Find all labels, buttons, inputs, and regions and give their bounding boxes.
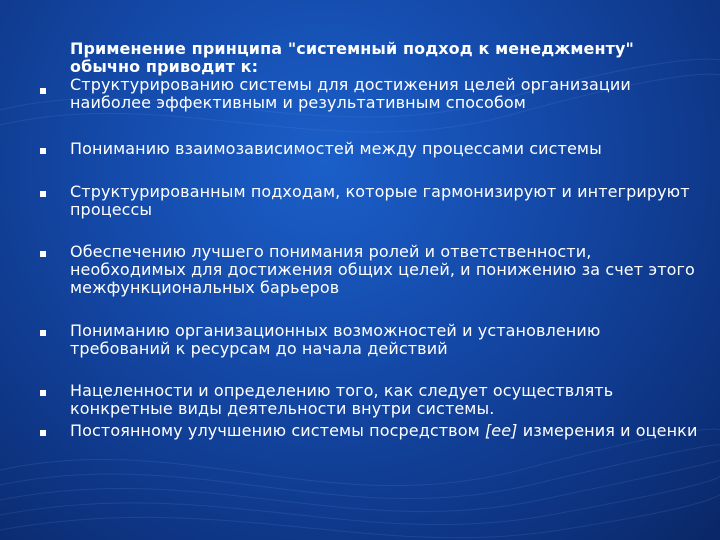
list-item-text: Обеспечению лучшего понимания ролей и ответственности, необходимых для достижения общих целей, и понижению за счет этого межфункциональных барьеров — [70, 242, 695, 297]
list-item-text: Структурированным подходам, которые гармонизируют и интегрируют процессы — [70, 182, 690, 219]
square-bullet-icon — [40, 430, 46, 436]
slide-heading: Применение принципа "системный подход к менеджменту" обычно приводит к: — [70, 39, 634, 76]
list-item-text-part: Постоянному улучшению системы посредством — [70, 421, 485, 440]
list-item-text-part: измерения и оценки — [517, 421, 698, 440]
list-item-text: Структурированию системы для достижения целей организации наиболее эффективным и результативным способом — [70, 75, 631, 112]
list-item-text: Нацеленности и определению того, как следует осуществлять конкретные виды деятельности внутри системы. — [70, 381, 614, 418]
list-item-text-italic: [ее] — [484, 421, 518, 440]
square-bullet-icon — [40, 191, 46, 197]
list-item-block — [70, 40, 700, 112]
square-bullet-icon — [40, 88, 46, 94]
square-bullet-icon — [40, 330, 46, 336]
square-bullet-icon — [40, 148, 46, 154]
list-item-text: Пониманию организационных возможностей и установлению требований к ресурсам до начала действий — [70, 321, 601, 358]
square-bullet-icon — [40, 390, 46, 396]
square-bullet-icon — [40, 251, 46, 257]
list-item-text — [70, 422, 700, 440]
list-item-text: Пониманию взаимозависимостей между процессами системы — [70, 139, 602, 158]
